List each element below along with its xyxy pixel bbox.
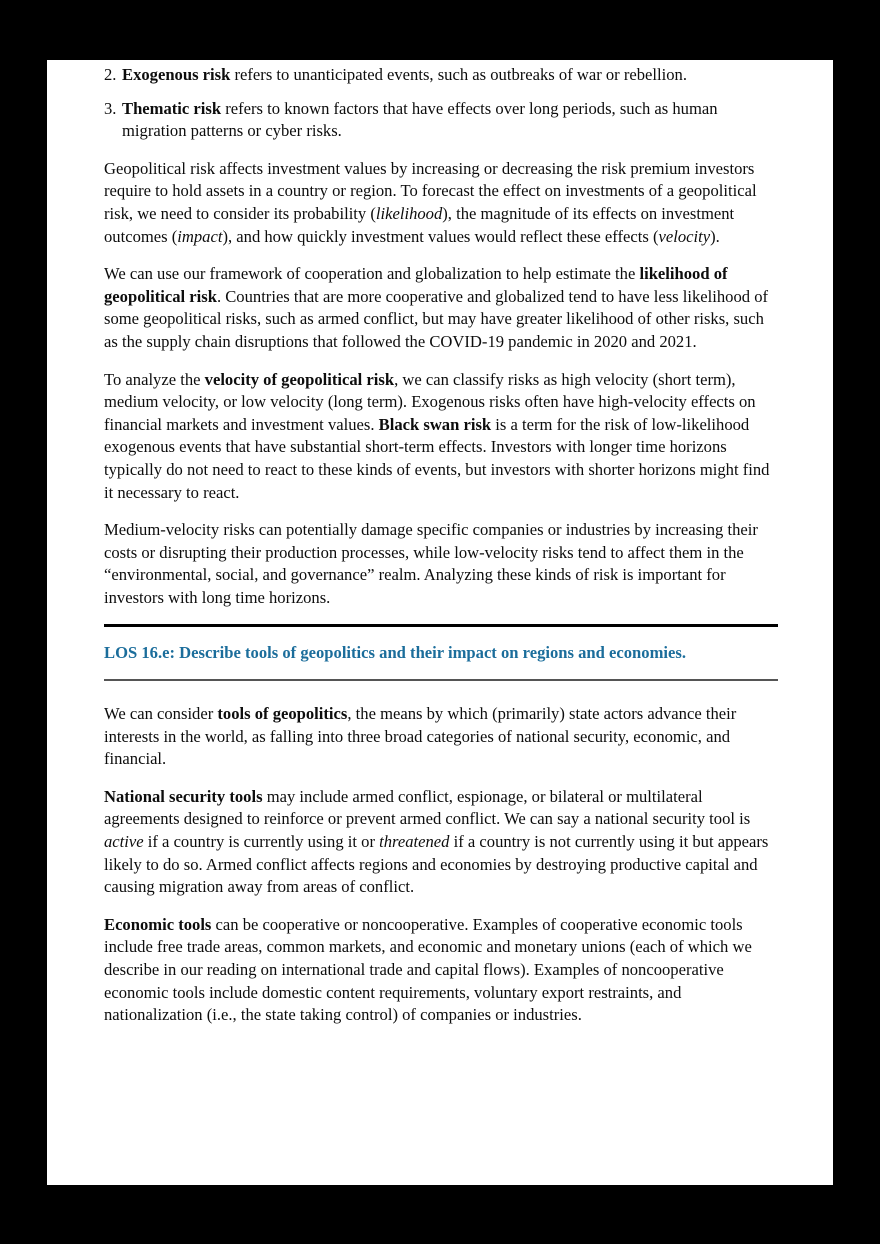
term-tools-of-geopolitics: tools of geopolitics xyxy=(217,704,348,724)
list-item-term: Exogenous risk xyxy=(122,65,231,84)
list-item-number: 3. xyxy=(104,98,117,118)
paragraph-velocity xyxy=(104,369,778,505)
paragraph-national-security-tools xyxy=(104,786,778,899)
text-run: To analyze the xyxy=(104,369,205,389)
text-run: can be cooperative or noncooperative. Examples of cooperative economic tools include free trade areas, common markets, and economic and monetary unions (each of which we describe in our reading on international trade and capital flows). Examples of noncooperative economic tools include domestic content requirements, voluntary export restraints, and nationalization (i.e., the state taking control) of companies or industries. xyxy=(104,914,752,1025)
list-item-text: refers to known factors that have effects over long periods, such as human migration patterns or cyber risks. xyxy=(122,98,718,141)
text-run: is a term for the risk of low-likelihood exogenous events that have substantial short-term effects. Investors with longer time horizons typically do not need to react to these kinds of events, but investors with shorter horizons might find it necessary to react. xyxy=(104,414,770,502)
paragraph-medium-velocity xyxy=(104,519,778,609)
text-run: . Countries that are more cooperative and globalized tend to have less likelihood of some geopolitical risks, such as armed conflict, but may have greater likelihood of other risks, such as the supply chain disruptions that followed the COVID-19 pandemic in 2020 and 2021. xyxy=(104,286,769,351)
text-run: ), the magnitude of its effects on investment outcomes ( xyxy=(104,203,735,246)
emphasis-threatened: threatened xyxy=(379,832,450,852)
numbered-list xyxy=(104,64,778,143)
emphasis-likelihood: likelihood xyxy=(375,203,443,223)
los-heading: LOS 16.e: Describe tools of geopolitics and their impact on regions and economies. xyxy=(104,643,686,663)
text-run: ), and how quickly investment values would reflect these effects ( xyxy=(222,226,659,246)
text-run: Medium-velocity risks can potentially damage specific companies or industries by increasing their costs or disrupting their production processes, while low-velocity risks tend to affect them in the “environmental, social, and governance” realm. Analyzing these kinds of risk is important for investors with long time horizons. xyxy=(104,520,758,607)
list-item-term: Thematic risk xyxy=(122,98,222,118)
paragraph-geopolitical-risk xyxy=(104,158,778,248)
emphasis-velocity: velocity xyxy=(658,226,711,246)
paragraph-tools-intro xyxy=(104,703,778,771)
text-run: We can consider xyxy=(104,704,218,724)
text-run: ). xyxy=(710,226,720,246)
text-run: We can use our framework of cooperation and globalization to help estimate the xyxy=(104,264,640,284)
text-run: , the means by which (primarily) state actors advance their interests in the world, as falling into three broad categories of national security, economic, and financial. xyxy=(104,704,737,769)
term-velocity-of-geopolitical-risk: velocity of geopolitical risk xyxy=(204,369,395,389)
term-black-swan-risk: Black swan risk xyxy=(378,414,492,434)
list-item xyxy=(104,98,778,143)
emphasis-impact: impact xyxy=(177,226,223,246)
document-page xyxy=(47,60,833,1185)
term-likelihood-of-geopolitical-risk: likelihood of geopolitical risk xyxy=(104,264,728,306)
text-run: Geopolitical risk affects investment values by increasing or decreasing the risk premium investors require to hold assets in a country or region. To forecast the effect on investments of a geopolitical risk, we need to consider its probability ( xyxy=(104,158,757,223)
text-run: if a country is currently using it or xyxy=(143,832,380,852)
text-run: , we can classify risks as high velocity (short term), medium velocity, or low velocity (long term). Exogenous risks often have high-velocity effects on financial markets and investment values. xyxy=(104,369,756,434)
text-run: may include armed conflict, espionage, or bilateral or multilateral agreements designed to reinforce or prevent armed conflict. We can say a national security tool is xyxy=(104,786,751,829)
section-rule-bottom xyxy=(104,679,778,681)
term-national-security-tools: National security tools xyxy=(104,786,263,806)
paragraph-economic-tools xyxy=(104,914,778,1027)
list-item-number: 2. xyxy=(104,65,117,84)
emphasis-active: active xyxy=(104,832,144,852)
text-run: if a country is not currently using it but appears likely to do so. Armed conflict affects regions and economies by destroying productive capital and causing migration away from areas of conflict. xyxy=(104,832,769,897)
page-content xyxy=(104,64,778,1042)
list-item-text: refers to unanticipated events, such as outbreaks of war or rebellion. xyxy=(230,65,687,84)
paragraph-likelihood xyxy=(104,263,778,353)
list-item xyxy=(104,64,778,87)
term-economic-tools: Economic tools xyxy=(104,914,212,934)
section-rule-top xyxy=(104,624,778,627)
